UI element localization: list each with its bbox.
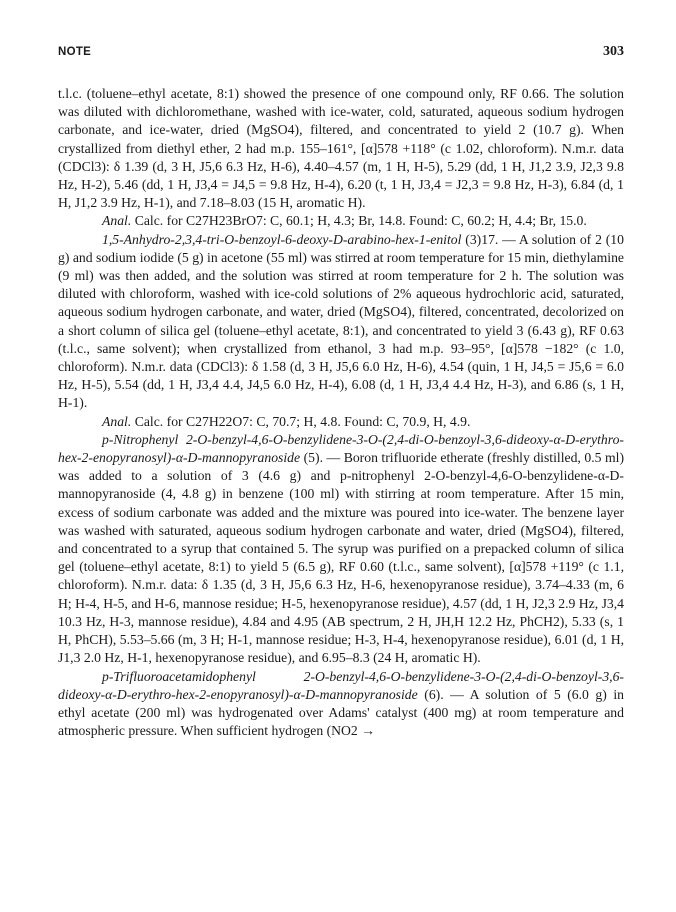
paragraph-analysis-2: Anal. Calc. for C27H23BrO7: C, 60.1; H, 4.3; Br, 14.8. Found: C, 60.2; H, 4.4; Br, 15.0. bbox=[102, 213, 587, 229]
compound-title: 1,5-Anhydro-2,3,4-tri-O-benzoyl-6-deoxy-D-arabino-hex-1-enitol bbox=[102, 231, 462, 247]
article-body bbox=[58, 85, 624, 740]
paragraph-compound-5: p-Nitrophenyl 2-O-benzyl-4,6-O-benzylidene-3-O-(2,4-di-O-benzoyl-3,6-dideoxy-α-D-erythro-hex-2-enopyranosyl)-α-D-mannopyranoside (5). — Boron trifluoride etherate (freshly distilled, 0.5 ml) was added to a solution of 3 (4.6 g) and p-nitrophenyl 2-O-benzyl-4,6-O-benzylidene-α-D-mannopyranoside (4, 4.8 g) in benzene (100 ml) with stirring at room temperature. After 15 min, excess of sodium carbonate was added and the mixture was poured into ice-water. The benzene layer was washed with saturated, aqueous sodium hydrogen carbonate and water, dried (MgSO4), filtered, and concentrated to a syrup that contained 5. The syrup was purified on a prepacked column of silica gel (toluene–ethyl acetate, 8:1) to yield 5 (6.5 g), RF 0.60 (t.l.c., same solvent), [α]578 +119° (c 1.1, chloroform). N.m.r. data: δ 1.35 (d, 3 H, J5,6 6.3 Hz, H-6, hexenopyranose residue), 3.74–4.33 (m, 6 H; H-4, H-5, and H-6, mannose residue; H-5, hexenopyranose residue), 4.57 (dd, 1 H, J2,3 2.9 Hz, J3,4 10.3 Hz, H-3, mannose residue), 4.84 and 4.95 (AB spectrum, 2 H, JH,H 12.2 Hz, PhCH2), 5.33 (s, 1 H, PhCH), 5.53–5.66 (m, 3 H; H-1, mannose residue; H-3, H-4, hexenopyranose residue), 6.01 (d, 1 H, J1,3 2.0 Hz, H-1, hexenopyranose residue), and 6.95–8.3 (24 H, aromatic H). bbox=[58, 431, 625, 666]
section-label: NOTE bbox=[58, 46, 92, 58]
running-header bbox=[58, 44, 624, 60]
paragraph-continuation: t.l.c. (toluene–ethyl acetate, 8:1) showed the presence of one compound only, RF 0.66. The solution was diluted with dichloromethane, washed with ice-water, cold, saturated, aqueous sodium hydrogen carbonate, and ice-water, dried (MgSO4), filtered, and concentrated to yield 2 (10.7 g). When crystallized from diethyl ether, 2 had m.p. 155–161°, [α]578 +118° (c 1.02, chloroform). N.m.r. data (CDCl3): δ 1.39 (d, 3 H, J5,6 6.3 Hz, H-6), 4.40–4.57 (m, 1 H, H-5), 5.29 (dd, 1 H, J1,2 3.9, J2,3 9.8 Hz, H-2), 5.46 (dd, 1 H, J3,4 = J4,5 = 9.8 Hz, H-4), 6.20 (t, 1 H, J3,4 = J2,3 = 9.8 Hz, H-3), 6.84 (d, 1 H, J1,2 3.9 Hz, H-1), and 7.18–8.03 (15 H, aromatic H). bbox=[58, 86, 624, 211]
compound-title: p-Nitrophenyl 2-O-benzyl-4,6-O-benzylidene-3-O-(2,4-di-O-benzoyl-3,6-dideoxy-α-D-erythro-hex-2-enopyranosyl)-α-D-mannopyranoside bbox=[58, 431, 624, 466]
paragraph-compound-6: p-Trifluoroacetamidophenyl 2-O-benzyl-4,6-O-benzylidene-3-O-(2,4-di-O-benzoyl-3,6-dideoxy-α-D-erythro-hex-2-enopyranosyl)-α-D-mannopyranoside (6). — A solution of 5 (6.0 g) in ethyl acetate (200 ml) was hydrogenated over Adams' catalyst (400 mg) at room temperature and atmospheric pressure. When sufficient hydrogen (NO2 → bbox=[58, 668, 624, 739]
paragraph-compound-3: 1,5-Anhydro-2,3,4-tri-O-benzoyl-6-deoxy-D-arabino-hex-1-enitol (3)17. — A solution of 2 (10 g) and sodium iodide (5 g) in acetone (55 ml) was stirred at room temperature for 15 min, diethylamine (9 ml) was then added, and the solution was stirred at room temperature for 2 h. The solution was diluted with chloroform, washed with ice-cold solutions of 2% aqueous hydrochloric acid, saturated, aqueous sodium hydrogen carbonate, and water, dried (MgSO4), filtered, concentrated, decolorized on a short column of silica gel (toluene–ethyl acetate, 8:1), and concentrated to yield 3 (6.43 g), RF 0.63 (t.l.c., same solvent); when crystallized from ethanol, 3 had m.p. 93–95°, [α]578 −182° (c 1.0, chloroform). N.m.r. data (CDCl3): δ 1.58 (d, 3 H, J5,6 6.0 Hz, H-6), 4.54 (quin, 1 H, J4,5 = J5,6 = 6.0 Hz, H-5), 5.54 (dd, 1 H, J3,4 4.4, J4,5 6.0 Hz, H-4), 6.08 (d, 1 H, J3,4 4.4 Hz, H-3), and 6.86 (s, 1 H, H-1). bbox=[58, 231, 624, 411]
paragraph-analysis-3: Anal. Calc. for C27H22O7: C, 70.7; H, 4.8. Found: C, 70.9, H, 4.9. bbox=[102, 413, 471, 429]
compound-title: p-Trifluoroacetamidophenyl 2-O-benzyl-4,6-O-benzylidene-3-O-(2,4-di-O-benzoyl-3,6-dideoxy-α-D-erythro-hex-2-enopyranosyl)-α-D-mannopyranoside bbox=[58, 668, 624, 702]
page bbox=[58, 44, 624, 740]
page-number: 303 bbox=[603, 44, 624, 59]
